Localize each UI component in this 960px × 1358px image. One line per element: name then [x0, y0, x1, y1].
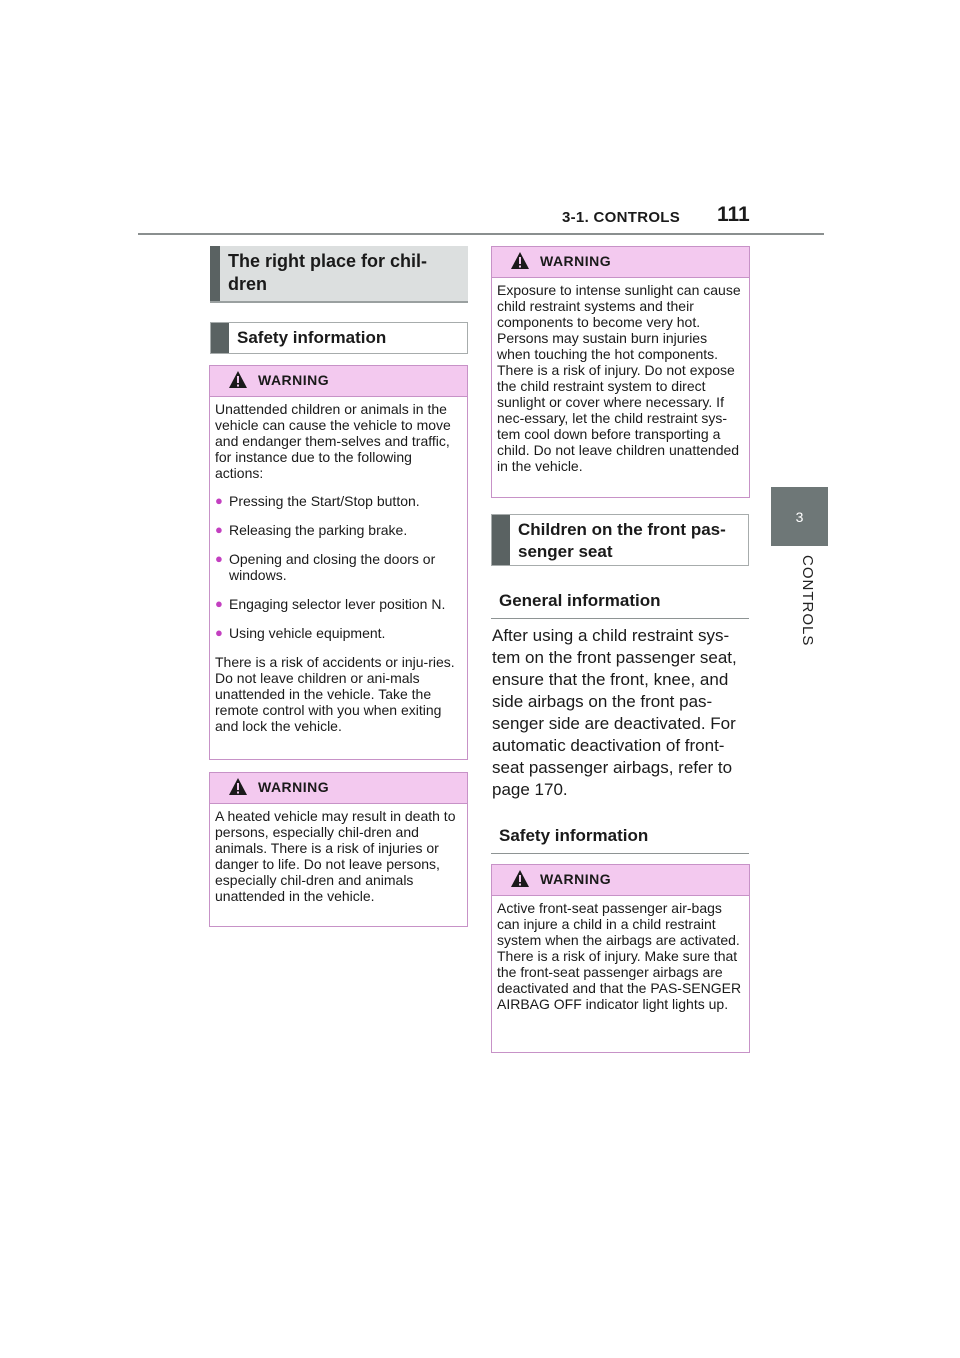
warning-triangle-icon [510, 869, 530, 888]
warning-box-3 [491, 246, 750, 498]
warning-box-2 [209, 772, 468, 927]
list-item: ● Engaging selector lever position N. [215, 596, 446, 612]
subheading-general: General information [491, 591, 749, 619]
subtitle-bar [211, 323, 229, 353]
warning-triangle-icon [228, 777, 248, 796]
list-item: ● Opening and closing the doors or windows. [215, 551, 436, 583]
bullet-icon: ● [215, 551, 223, 566]
warning-text: Active front-seat passenger air-bags can injure a child in a child restraint system when the airbags are activated. There is a risk of injury. Make sure that the front-seat passenger airbags are deactivated and that the PAS-SENGER AIRBAG OFF indicator light lights up. [497, 900, 742, 1012]
bullet-icon: ● [215, 522, 223, 537]
chapter-number: 3 [795, 508, 804, 525]
warning-header [210, 773, 467, 804]
header-rule [138, 233, 824, 235]
body-paragraph: After using a child restraint sys-tem on the front passenger seat, ensure that the front, knee, and side airbags on the front pas-senger side are deactivated. For automatic deactivation of front-seat passenger airbags, refer to page 170. [492, 626, 737, 799]
subsection-title-text: Safety information [237, 328, 387, 347]
subsection-title [210, 322, 468, 354]
list-item: ● Using vehicle equipment. [215, 625, 386, 641]
warning-label: WARNING [540, 253, 612, 269]
warning-text: A heated vehicle may result in death to persons, especially chil-dren and animals. There is a risk of injuries or danger to life. Do not leave persons, especially chil-dren and animals unattended in the vehicle. [215, 808, 456, 904]
bullet-icon: ● [215, 625, 223, 640]
warning-label: WARNING [258, 779, 330, 795]
warning-box-1 [209, 365, 468, 760]
warning-box-4 [491, 864, 750, 1053]
section-header: 3-1. CONTROLS [562, 209, 681, 226]
bullet-icon: ● [215, 493, 223, 508]
chapter-tab [771, 487, 828, 546]
list-item: ● Pressing the Start/Stop button. [215, 493, 420, 509]
subsection-title-text: Children on the front pas- senger seat [518, 520, 726, 561]
title-bar [210, 246, 220, 301]
subtitle-bar [492, 515, 510, 565]
page-number: 111 [717, 203, 750, 226]
list-item: ● Releasing the parking brake. [215, 522, 408, 538]
chapter-label: CONTROLS [799, 555, 816, 647]
warning-text: Exposure to intense sunlight can cause child restraint systems and their components to become very hot. Persons may sustain burn injuries when touching the hot components. There is a risk of injury. Do not expose the child restraint system to direct sunlight or cover where necessary. If nec-essary, let the child restraint sys-tem cool down before transporting a child. Do not leave children unattended in the vehicle. [497, 282, 741, 474]
warning-intro: Unattended children or animals in the vehicle can cause the vehicle to move and endanger them-selves and traffic, for instance due to the following actions: [215, 401, 451, 481]
warning-label: WARNING [258, 372, 330, 388]
warning-body [492, 278, 749, 482]
warning-label: WARNING [540, 871, 612, 887]
warning-header [492, 247, 749, 278]
warning-body [210, 804, 467, 912]
section-title-text: The right place for chil- dren [228, 251, 428, 294]
warning-body [210, 397, 467, 742]
warning-body [492, 896, 749, 1020]
subsection-title [491, 514, 749, 566]
subheading-safety: Safety information [491, 826, 749, 854]
warning-header [210, 366, 467, 397]
warning-triangle-icon [228, 370, 248, 389]
warning-header [492, 865, 749, 896]
bullet-icon: ● [215, 596, 223, 611]
section-title [210, 246, 468, 303]
warning-triangle-icon [510, 251, 530, 270]
warning-outro: There is a risk of accidents or inju-ries. Do not leave children or ani-mals unattended in the vehicle. Take the remote control with you when exiting and lock the vehicle. [215, 654, 455, 734]
